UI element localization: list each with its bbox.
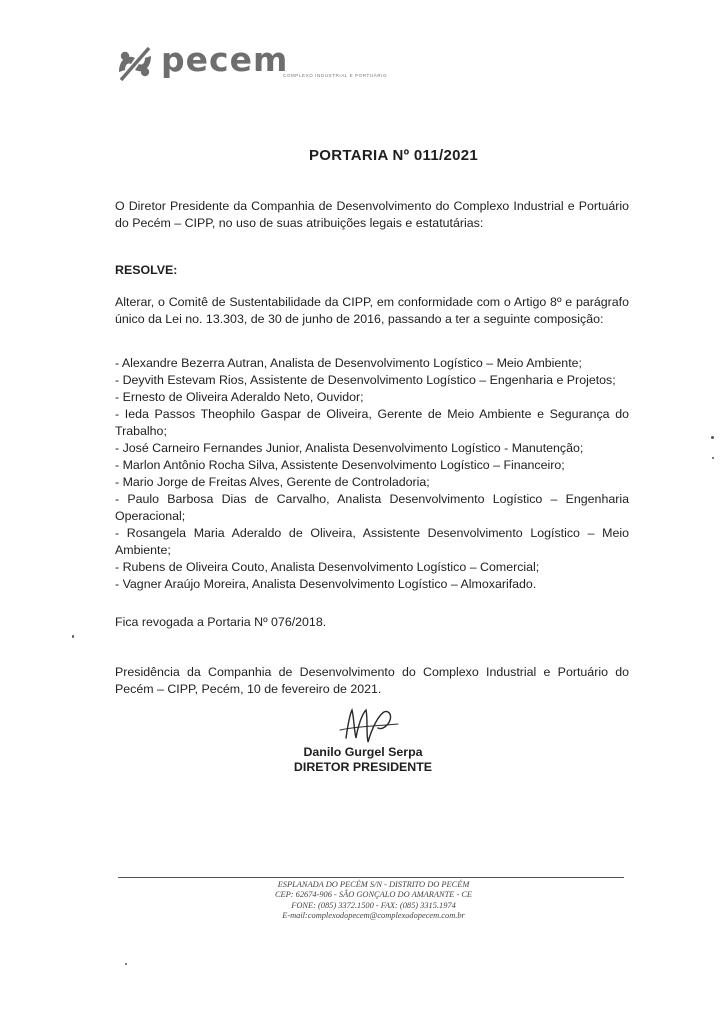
committee-members-list	[115, 355, 629, 593]
footer-city: CEP: 62674-906 - SÃO GONÇALO DO AMARANTE - CE	[274, 890, 473, 900]
main-paragraph: Alterar, o Comitê de Sustentabilidade da CIPP, em conformidade com o Artigo 8º e parágrafo único da Lei no. 13.303, de 30 de junho de 2016, passando a ter a seguinte composição:	[115, 295, 629, 326]
logo-tagline: COMPLEXO INDUSTRIAL E PORTUÁRIO	[283, 73, 388, 78]
place-date-paragraph: Presidência da Companhia de Desenvolvimento do Complexo Industrial e Portuário do Pecém – CIPP, Pecém, 10 de fevereiro de 2021.	[115, 665, 629, 696]
scan-speck	[125, 963, 127, 965]
list-item: - Paulo Barbosa Dias de Carvalho, Analista Desenvolvimento Logístico – Engenharia Operacional;	[115, 492, 629, 523]
pecem-logo-icon	[113, 42, 157, 86]
scan-speck	[72, 635, 74, 638]
resolve-label: RESOLVE:	[115, 263, 178, 277]
list-item: - Rubens de Oliveira Couto, Analista Desenvolvimento Logístico – Comercial;	[115, 560, 540, 574]
list-item: - Deyvith Estevam Rios, Assistente de Desenvolvimento Logístico – Engenharia e Projetos;	[115, 373, 616, 387]
list-item: - Vagner Araújo Moreira, Analista Desenvolvimento Logístico – Almoxarifado.	[115, 577, 537, 591]
signer-name: Danilo Gurgel Serpa	[303, 745, 423, 759]
list-item: - Ieda Passos Theophilo Gaspar de Oliveira, Gerente de Meio Ambiente e Segurança do Trabalho;	[115, 407, 629, 438]
scan-speck	[711, 436, 714, 439]
document-title: PORTARIA Nº 011/2021	[308, 147, 479, 164]
footer-email: E-mail:complexodopecem@complexodopecem.com.br	[282, 911, 465, 921]
list-item: - Mario Jorge de Freitas Alves, Gerente de Controladoria;	[115, 475, 430, 489]
intro-paragraph: O Diretor Presidente da Companhia de Desenvolvimento do Complexo Industrial e Portuário do Pecém – CIPP, no uso de suas atribuições legais e estatutárias:	[115, 199, 629, 230]
list-item: - Ernesto de Oliveira Aderaldo Neto, Ouvidor;	[115, 390, 364, 404]
logo-wordmark: pecem	[161, 40, 289, 79]
footer-contact	[0, 880, 724, 922]
footer-address: ESPLANADA DO PECÉM S/N - DISTRITO DO PECÉM	[277, 880, 470, 889]
list-item: - Rosangela Maria Aderaldo de Oliveira, Assistente Desenvolvimento Logístico – Meio Ambiente;	[115, 526, 629, 557]
signer-role: DIRETOR PRESIDENTE	[293, 760, 433, 774]
scan-speck	[712, 457, 714, 459]
company-logo	[113, 40, 388, 86]
revocation-paragraph: Fica revogada a Portaria Nº 076/2018.	[115, 615, 327, 629]
list-item: - Marlon Antônio Rocha Silva, Assistente Desenvolvimento Logístico – Financeiro;	[115, 458, 565, 472]
list-item: - José Carneiro Fernandes Junior, Analista Desenvolvimento Logístico - Manutenção;	[115, 441, 584, 455]
list-item: - Alexandre Bezerra Autran, Analista de Desenvolvimento Logístico – Meio Ambiente;	[115, 356, 582, 370]
footer-divider	[118, 877, 624, 878]
handwritten-signature	[338, 704, 418, 746]
footer-phone: FONE: (085) 3372.1500 - FAX: (085) 3315.1974	[291, 900, 456, 910]
